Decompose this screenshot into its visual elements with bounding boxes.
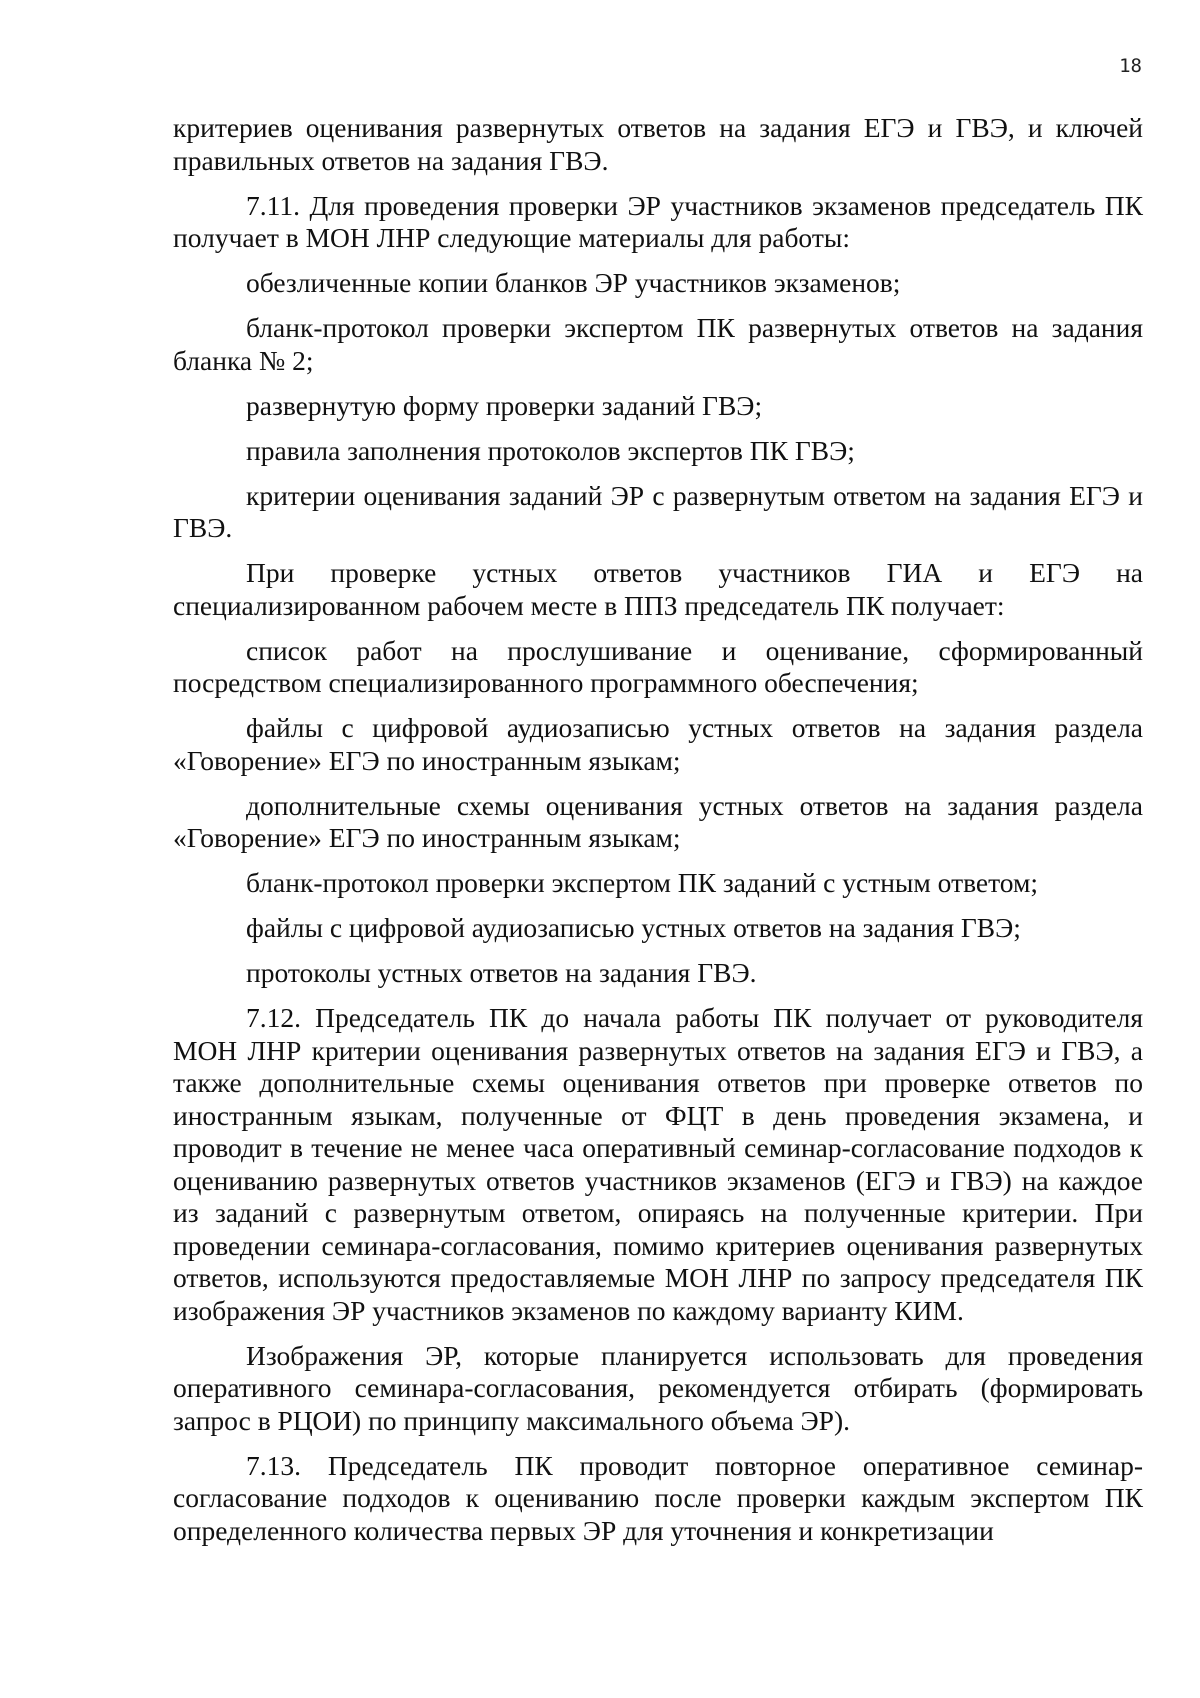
paragraph-7-13: 7.13. Председатель ПК проводит повторное оперативное семинар-согласование подходов к оцениванию после проверки каждым экспертом ПК определенного количества первых ЭР для уточнения и конкретизации xyxy=(173,1449,1143,1546)
document-body xyxy=(173,112,1143,1560)
list-item-anonymized-copies: обезличенные копии бланков ЭР участников экзаменов; xyxy=(246,267,901,298)
list-item-additional-schemes: дополнительные схемы оценивания устных ответов на задания раздела «Говорение» ЕГЭ по иностранным языкам; xyxy=(173,789,1143,853)
paragraph-7-12: 7.12. Председатель ПК до начала работы ПК получает от руководителя МОН ЛНР критерии оценивания развернутых ответов на задания ЕГЭ и ГВЭ, а также дополнительные схемы оценивания ответов при проверке ответов по иностранным языкам, полученные от ФЦТ в день проведения экзамена, и проводит в течение не менее часа оперативный семинар-согласование подходов к оцениванию развернутых ответов участников экзаменов (ЕГЭ и ГВЭ) на каждое из заданий с развернутым ответом, опираясь на полученные критерии. При проведении семинара-согласования, помимо критериев оценивания развернутых ответов, используются предоставляемые МОН ЛНР по запросу председателя ПК изображения ЭР участников экзаменов по каждому варианту КИМ. xyxy=(173,1002,1143,1326)
list-item-audio-files-gve: файлы с цифровой аудиозаписью устных ответов на задания ГВЭ; xyxy=(246,912,1021,943)
list-item-protocol-rules: правила заполнения протоколов экспертов ПК ГВЭ; xyxy=(246,434,855,466)
list-item-blank-protocol: бланк-протокол проверки экспертом ПК развернутых ответов на задания бланка № 2; xyxy=(173,312,1143,376)
paragraph-images-selection: Изображения ЭР, которые планируется использовать для проведения оперативного семинара-согласования, рекомендуется отбирать (формировать запрос в РЦОИ) по принципу максимального объема ЭР). xyxy=(173,1339,1143,1436)
paragraph-7-11: 7.11. Для проведения проверки ЭР участников экзаменов председатель ПК получает в МОН ЛНР следующие материалы для работы: xyxy=(173,189,1143,253)
paragraph-continuation: критериев оценивания развернутых ответов на задания ЕГЭ и ГВЭ, и ключей правильных ответов на задания ГВЭ. xyxy=(173,112,1143,176)
list-item-expanded-form: развернутую форму проверки заданий ГВЭ; xyxy=(246,389,763,421)
list-item-oral-protocols: протоколы устных ответов на задания ГВЭ. xyxy=(246,957,757,988)
page-number: 18 xyxy=(1119,55,1142,77)
paragraph-oral-answers-check: При проверке устных ответов участников ГИА и ЕГЭ на специализированном рабочем месте в ППЗ председатель ПК получает: xyxy=(173,557,1143,621)
list-item-oral-blank-protocol: бланк-протокол проверки экспертом ПК заданий с устным ответом; xyxy=(246,867,1039,898)
list-item-work-list: список работ на прослушивание и оценивание, сформированный посредством специализированного программного обеспечения; xyxy=(173,634,1143,698)
list-item-assessment-criteria: критерии оценивания заданий ЭР с развернутым ответом на задания ЕГЭ и ГВЭ. xyxy=(173,479,1143,543)
list-item-audio-files-ege: файлы с цифровой аудиозаписью устных ответов на задания раздела «Говорение» ЕГЭ по иностранным языкам; xyxy=(173,712,1143,776)
